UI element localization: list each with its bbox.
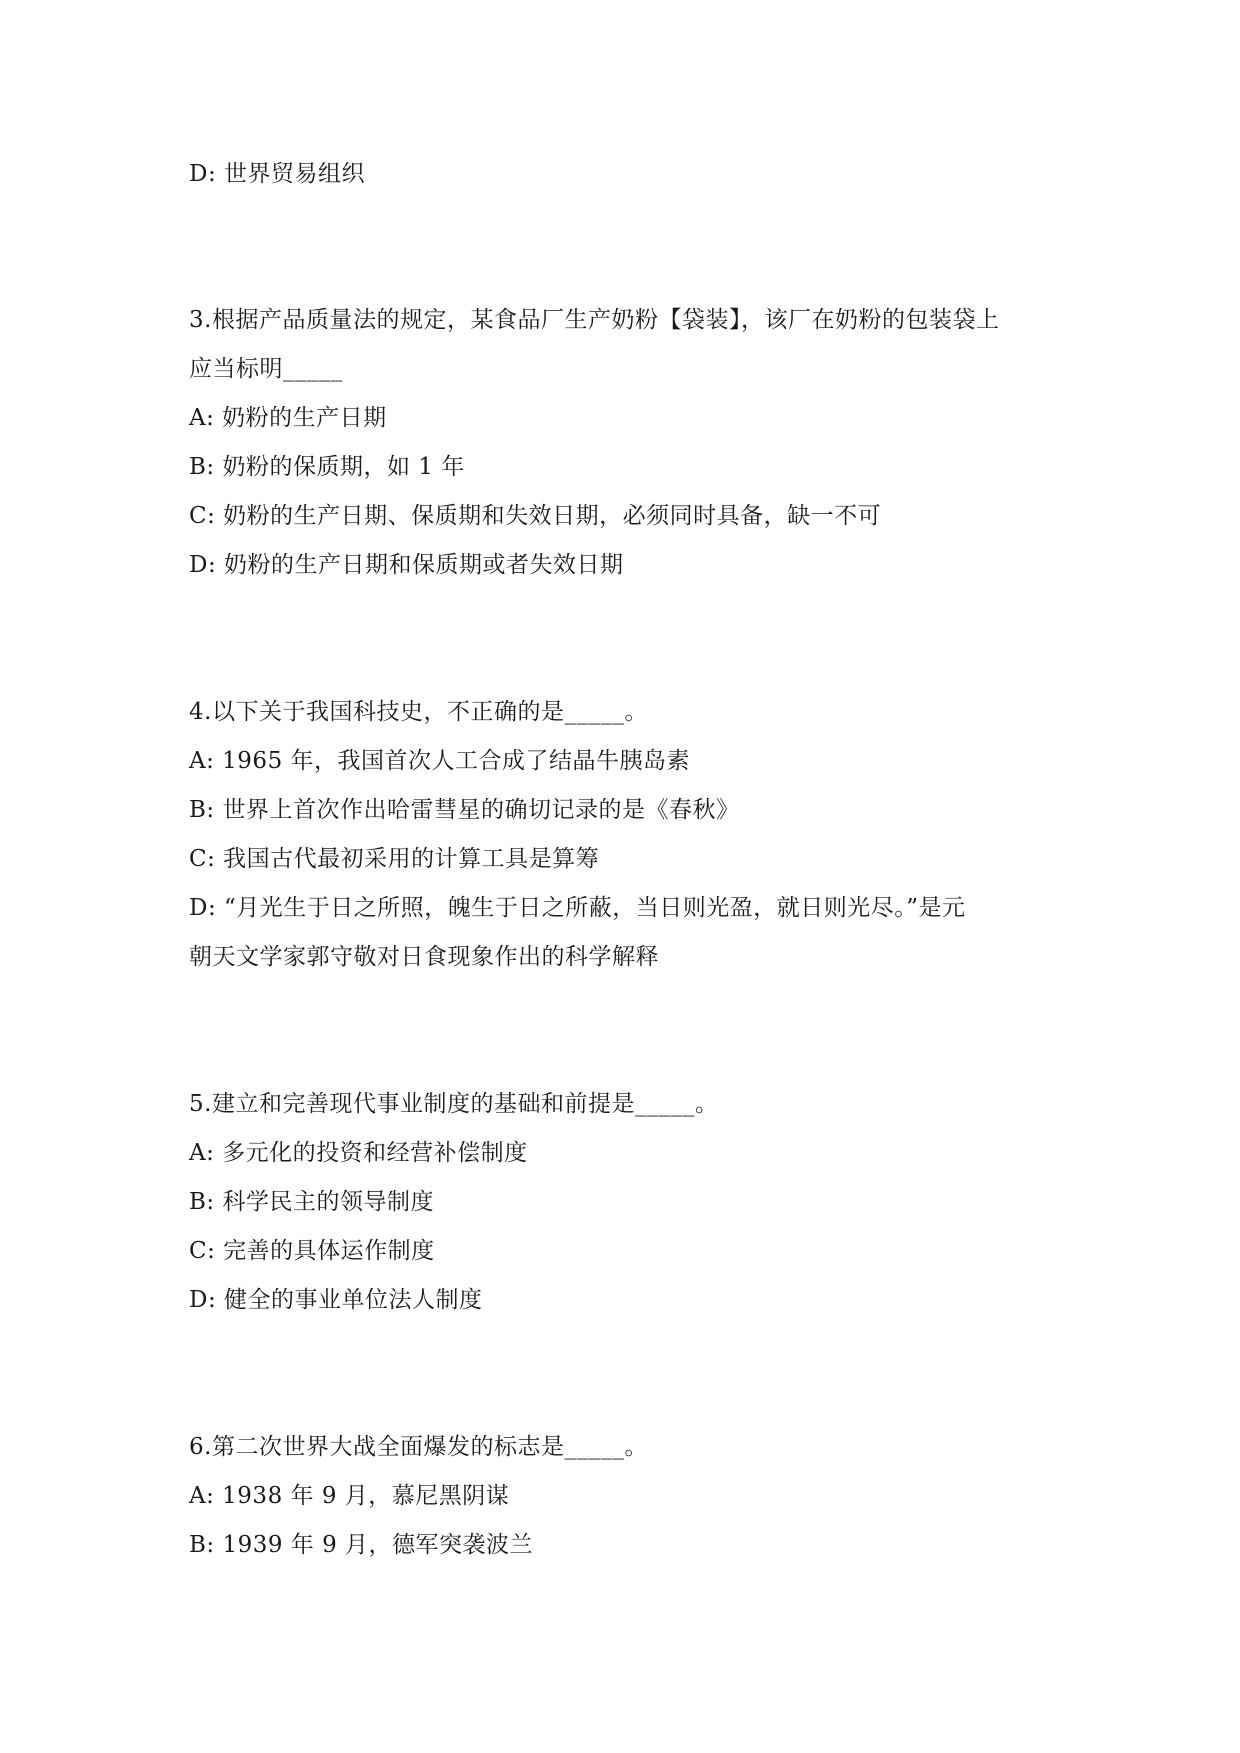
q3-stem-line-1: 3.根据产品质量法的规定，某食品厂生产奶粉【袋装】，该厂在奶粉的包装袋上 (189, 307, 1000, 333)
q3-option-a: A: 奶粉的生产日期 (189, 405, 387, 431)
q4-stem: 4.以下关于我国科技史，不正确的是_____。 (189, 699, 648, 725)
q2-option-d: D: 世界贸易组织 (189, 161, 366, 187)
q4-option-d-line-1: D: “月光生于日之所照，魄生于日之所蔽，当日则光盈，就日则光尽。”是元 (189, 895, 966, 921)
q4-option-d-line-2: 朝天文学家郭守敬对日食现象作出的科学解释 (189, 944, 659, 970)
q6-option-a: A: 1938 年 9 月，慕尼黑阴谋 (189, 1483, 510, 1509)
q5-option-a: A: 多元化的投资和经营补偿制度 (189, 1140, 528, 1166)
q3-option-d: D: 奶粉的生产日期和保质期或者失效日期 (189, 552, 624, 578)
q3-option-b: B: 奶粉的保质期，如 1 年 (189, 454, 465, 480)
q4-option-c: C: 我国古代最初采用的计算工具是算筹 (189, 846, 600, 872)
q6-option-b: B: 1939 年 9 月，德军突袭波兰 (189, 1532, 534, 1558)
q6-stem: 6.第二次世界大战全面爆发的标志是_____。 (189, 1434, 648, 1460)
q4-option-a: A: 1965 年，我国首次人工合成了结晶牛胰岛素 (189, 748, 691, 774)
q5-option-b: B: 科学民主的领导制度 (189, 1189, 434, 1215)
q5-option-d: D: 健全的事业单位法人制度 (189, 1287, 483, 1313)
q4-option-b: B: 世界上首次作出哈雷彗星的确切记录的是《春秋》 (189, 797, 740, 823)
q3-option-c: C: 奶粉的生产日期、保质期和失效日期，必须同时具备，缺一不可 (189, 503, 882, 529)
q5-stem: 5.建立和完善现代事业制度的基础和前提是_____。 (189, 1091, 719, 1117)
q5-option-c: C: 完善的具体运作制度 (189, 1238, 435, 1264)
q3-stem-line-2: 应当标明_____ (189, 356, 343, 382)
